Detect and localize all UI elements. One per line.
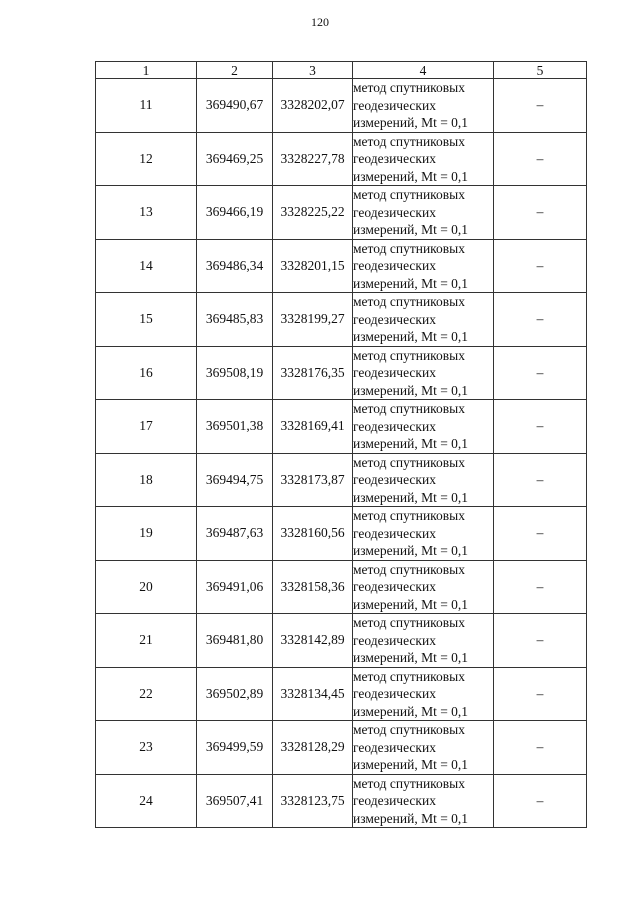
table-row: [96, 239, 587, 293]
method-line-1: метод спутниковых: [353, 294, 465, 309]
method-line-1: метод спутниковых: [353, 668, 465, 684]
x-coordinate-cell: 369494,75: [197, 453, 273, 507]
method-line-2: геодезических: [353, 365, 436, 380]
page-number: 120: [311, 15, 329, 29]
method-cell: [353, 79, 494, 133]
table-row: [96, 453, 587, 507]
x-coordinate-cell: 369501,38: [197, 400, 273, 454]
note-cell: –: [494, 400, 587, 454]
y-coordinate-cell: 3328128,29: [273, 721, 353, 775]
method-cell: [353, 560, 494, 614]
method-cell: [353, 507, 494, 561]
method-cell: [353, 346, 494, 400]
x-coordinate-cell: 369469,25: [197, 132, 273, 186]
table-row: [96, 560, 587, 614]
note-cell: –: [494, 507, 587, 561]
y-coordinate-cell: 3328158,36: [273, 560, 353, 614]
method-line-3: измерений, Mt = 0,1: [353, 436, 469, 451]
y-coordinate-cell: 3328173,87: [273, 453, 353, 507]
y-coordinate-cell: 3328176,35: [273, 346, 353, 400]
x-coordinate-cell: 369485,83: [197, 293, 273, 347]
note-cell: –: [494, 346, 587, 400]
table-body: [96, 79, 587, 828]
y-coordinate-cell: 3328142,89: [273, 614, 353, 668]
method-cell: [353, 239, 494, 293]
y-coordinate-cell: 3328225,22: [273, 186, 353, 240]
table-row: [96, 132, 587, 186]
method-line-1: метод спутниковых: [353, 240, 465, 256]
point-number-cell: 14: [96, 239, 197, 293]
method-line-3: измерений, Mt = 0,1: [353, 810, 469, 826]
method-line-3: измерений, Mt = 0,1: [353, 650, 469, 665]
table-header-row: [96, 62, 587, 79]
y-coordinate-cell: 3328134,45: [273, 667, 353, 721]
point-number-cell: 24: [96, 774, 197, 828]
point-number-cell: 23: [96, 721, 197, 775]
table-row: [96, 293, 587, 347]
note-cell: –: [494, 239, 587, 293]
method-line-2: геодезических: [353, 739, 436, 755]
x-coordinate-cell: 369491,06: [197, 560, 273, 614]
method-cell: [353, 721, 494, 775]
method-line-2: геодезических: [353, 472, 436, 487]
method-line-2: геодезических: [353, 686, 436, 701]
method-line-1: метод спутниковых: [353, 561, 465, 577]
table-row: [96, 774, 587, 828]
coordinates-table: [95, 61, 587, 828]
point-number-cell: 13: [96, 186, 197, 240]
point-number-cell: 17: [96, 400, 197, 454]
note-cell: –: [494, 560, 587, 614]
note-cell: –: [494, 293, 587, 347]
method-line-3: измерений, Mt = 0,1: [353, 275, 469, 291]
method-line-3: измерений, Mt = 0,1: [353, 757, 469, 772]
method-line-3: измерений, Mt = 0,1: [353, 329, 469, 344]
column-header-5: 5: [494, 62, 587, 79]
y-coordinate-cell: 3328227,78: [273, 132, 353, 186]
method-line-2: геодезических: [353, 204, 436, 220]
column-header-4: 4: [353, 62, 494, 79]
x-coordinate-cell: 369466,19: [197, 186, 273, 240]
point-number-cell: 18: [96, 453, 197, 507]
method-line-1: метод спутниковых: [353, 508, 465, 523]
method-cell: [353, 293, 494, 347]
method-line-3: измерений, Mt = 0,1: [353, 596, 469, 612]
table-row: [96, 79, 587, 133]
table-row: [96, 346, 587, 400]
point-number-cell: 20: [96, 560, 197, 614]
method-line-1: метод спутниковых: [353, 401, 465, 416]
method-line-1: метод спутниковых: [353, 80, 465, 95]
column-header-2: 2: [197, 62, 273, 79]
y-coordinate-cell: 3328202,07: [273, 79, 353, 133]
point-number-cell: 15: [96, 293, 197, 347]
method-line-3: измерений, Mt = 0,1: [353, 489, 469, 505]
point-number-cell: 22: [96, 667, 197, 721]
method-line-3: измерений, Mt = 0,1: [353, 115, 469, 130]
method-cell: [353, 186, 494, 240]
note-cell: –: [494, 667, 587, 721]
method-cell: [353, 774, 494, 828]
method-line-3: измерений, Mt = 0,1: [353, 543, 469, 558]
point-number-cell: 11: [96, 79, 197, 133]
y-coordinate-cell: 3328160,56: [273, 507, 353, 561]
note-cell: –: [494, 721, 587, 775]
x-coordinate-cell: 369502,89: [197, 667, 273, 721]
x-coordinate-cell: 369486,34: [197, 239, 273, 293]
note-cell: –: [494, 79, 587, 133]
method-line-3: измерений, Mt = 0,1: [353, 703, 469, 719]
note-cell: –: [494, 453, 587, 507]
table-row: [96, 667, 587, 721]
method-line-2: геодезических: [353, 632, 436, 648]
method-line-2: геодезических: [353, 258, 436, 273]
method-line-1: метод спутниковых: [353, 133, 465, 149]
method-line-1: метод спутниковых: [353, 615, 465, 630]
note-cell: –: [494, 774, 587, 828]
method-line-1: метод спутниковых: [353, 347, 465, 363]
point-number-cell: 16: [96, 346, 197, 400]
y-coordinate-cell: 3328199,27: [273, 293, 353, 347]
column-header-3: 3: [273, 62, 353, 79]
x-coordinate-cell: 369507,41: [197, 774, 273, 828]
method-line-2: геодезических: [353, 311, 436, 327]
x-coordinate-cell: 369490,67: [197, 79, 273, 133]
method-cell: [353, 453, 494, 507]
column-header-1: 1: [96, 62, 197, 79]
point-number-cell: 12: [96, 132, 197, 186]
point-number-cell: 19: [96, 507, 197, 561]
method-cell: [353, 400, 494, 454]
table-row: [96, 721, 587, 775]
y-coordinate-cell: 3328169,41: [273, 400, 353, 454]
x-coordinate-cell: 369487,63: [197, 507, 273, 561]
method-line-2: геодезических: [353, 793, 436, 808]
table-row: [96, 507, 587, 561]
method-line-3: измерений, Mt = 0,1: [353, 168, 469, 184]
x-coordinate-cell: 369481,80: [197, 614, 273, 668]
method-line-1: метод спутниковых: [353, 722, 465, 737]
note-cell: –: [494, 614, 587, 668]
y-coordinate-cell: 3328123,75: [273, 774, 353, 828]
method-line-1: метод спутниковых: [353, 454, 465, 470]
method-cell: [353, 614, 494, 668]
table-row: [96, 614, 587, 668]
x-coordinate-cell: 369508,19: [197, 346, 273, 400]
method-cell: [353, 132, 494, 186]
method-line-1: метод спутниковых: [353, 187, 465, 202]
method-line-2: геодезических: [353, 97, 436, 113]
method-line-3: измерений, Mt = 0,1: [353, 222, 469, 237]
point-number-cell: 21: [96, 614, 197, 668]
method-line-2: геодезических: [353, 525, 436, 541]
table-row: [96, 186, 587, 240]
note-cell: –: [494, 132, 587, 186]
table-row: [96, 400, 587, 454]
note-cell: –: [494, 186, 587, 240]
method-line-1: метод спутниковых: [353, 775, 465, 791]
method-line-2: геодезических: [353, 579, 436, 594]
method-line-2: геодезических: [353, 151, 436, 166]
method-line-3: измерений, Mt = 0,1: [353, 382, 469, 398]
y-coordinate-cell: 3328201,15: [273, 239, 353, 293]
method-line-2: геодезических: [353, 418, 436, 434]
method-cell: [353, 667, 494, 721]
x-coordinate-cell: 369499,59: [197, 721, 273, 775]
